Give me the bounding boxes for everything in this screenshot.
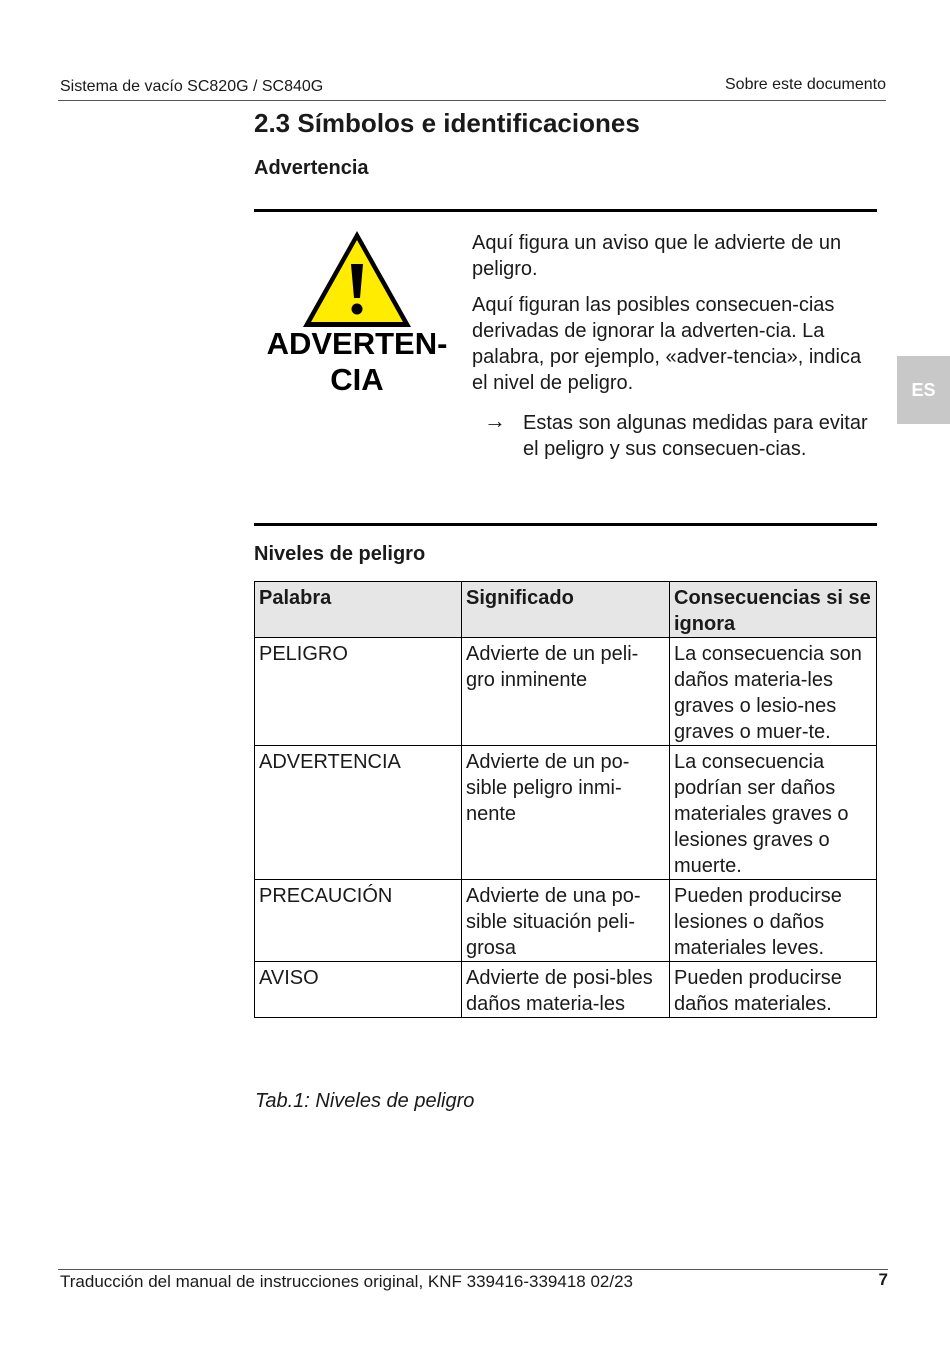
section-title: 2.3 Símbolos e identificaciones [254, 108, 640, 138]
table-cell: La consecuencia podrían ser daños materiales graves o lesiones graves o muerte. [670, 746, 877, 880]
language-tab: ES [897, 356, 950, 424]
header-divider [58, 100, 886, 101]
column-header-meaning: Significado [462, 582, 670, 638]
column-header-word: Palabra [255, 582, 462, 638]
warning-paragraph-1: Aquí figura un aviso que le advierte de un peligro. [472, 232, 842, 280]
header-chapter-title: Sobre este documento [725, 76, 886, 93]
table-row [255, 962, 877, 1018]
table-header-row [255, 582, 877, 638]
footer-text: Traducción del manual de instrucciones original, KNF 339416-339418 02/23 [60, 1272, 634, 1291]
table-cell: AVISO [255, 962, 462, 1018]
table-cell: PELIGRO [255, 638, 462, 746]
page-number: 7 [878, 1270, 888, 1289]
table-row [255, 746, 877, 880]
table-cell: Advierte de un po-sible peligro inmi-nente [462, 746, 670, 880]
table-row [255, 638, 877, 746]
table-cell: Pueden producirse lesiones o daños materiales leves. [670, 880, 877, 962]
warning-triangle-icon [300, 228, 414, 330]
table-cell: ADVERTENCIA [255, 746, 462, 880]
table-cell: Advierte de una po-sible situación peli-grosa [462, 880, 670, 962]
signal-word-line1: ADVERTEN- [266, 326, 448, 361]
table-caption: Tab.1: Niveles de peligro [255, 1090, 475, 1112]
warning-box-bottom-rule [254, 523, 877, 526]
signal-word-line2: CIA [330, 362, 384, 397]
signal-word [256, 326, 458, 398]
levels-heading: Niveles de peligro [254, 543, 426, 565]
arrow-right-icon: → [484, 408, 506, 433]
table-cell: Pueden producirse daños materiales. [670, 962, 877, 1018]
warning-box-top-rule [254, 209, 877, 212]
table-row [255, 880, 877, 962]
table-cell: Advierte de un peli-gro inminente [462, 638, 670, 746]
header-document-title: Sistema de vacío SC820G / SC840G [60, 78, 324, 95]
table-cell: La consecuencia son daños materia-les graves o lesio-nes graves o muer-te. [670, 638, 877, 746]
table-cell: Advierte de posi-bles daños materia-les [462, 962, 670, 1018]
warning-paragraph-2: Aquí figuran las posibles consecuen-cias derivadas de ignorar la adverten-cia. La palabra, por ejemplo, «adver-tencia», indica el nivel de peligro. [472, 294, 862, 394]
footer-divider [58, 1269, 888, 1270]
column-header-consequences: Consecuencias si se ignora [670, 582, 877, 638]
danger-levels-table [254, 581, 877, 1018]
table-cell: PRECAUCIÓN [255, 880, 462, 962]
warning-heading: Advertencia [254, 157, 369, 179]
warning-measure: Estas son algunas medidas para evitar el peligro y sus consecuen-cias. [523, 412, 868, 460]
